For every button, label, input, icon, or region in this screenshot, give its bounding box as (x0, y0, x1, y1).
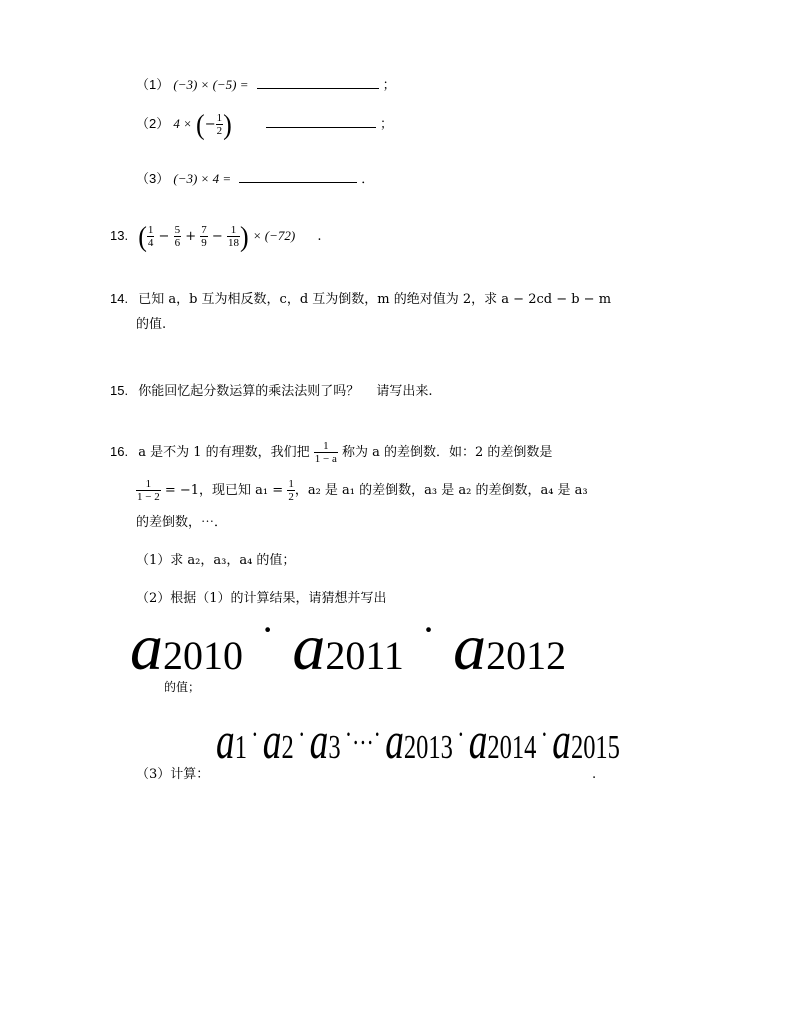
sub-item-3-label: （3） (136, 171, 170, 186)
q16-fraction-def (314, 440, 338, 465)
q16-text: = −1，现已知 a₁ = (164, 483, 284, 498)
fraction-numerator: 1 (147, 224, 154, 236)
fraction-denominator: 9 (201, 237, 207, 249)
question-13-number: 13. (110, 228, 129, 243)
q13-fraction-3 (200, 224, 208, 249)
variable-a: a (309, 713, 329, 770)
subscript: 1 (234, 729, 247, 766)
variable-a: a (216, 713, 235, 770)
variable-a: a (130, 611, 163, 684)
subscript: 3 (328, 729, 341, 766)
subscript: 2011 (325, 633, 404, 678)
fraction-denominator: 2 (216, 125, 223, 137)
dot-operator: · (261, 607, 275, 652)
q16-part-1: （1）求 a₂，a₃，a₄ 的值； (136, 553, 296, 568)
q16-text: ，a₂ 是 a₁ 的差倒数，a₃ 是 a₂ 的差倒数，a₄ 是 a₃ (294, 483, 588, 498)
question-14-line2: 的值. (136, 317, 167, 332)
left-paren: ( (196, 108, 205, 140)
q16-part-3: （3）计算： (136, 767, 210, 782)
q16-part-2: （2）根据（1）的计算结果，请猜想并写出 (136, 591, 387, 606)
right-paren: ) (239, 220, 249, 252)
operator: + (185, 229, 197, 244)
sub-item-2 (136, 108, 393, 140)
q13-fraction-1 (147, 224, 155, 249)
fraction-denominator: 6 (174, 237, 181, 249)
question-14-line1: 已知 a，b 互为相反数，c，d 互为倒数，m 的绝对值为 2，求 a − 2cd − b − m (138, 292, 612, 307)
q16-fraction-a1 (287, 478, 295, 503)
question-16-line1 (110, 440, 552, 465)
question-14-number: 14. (110, 291, 129, 306)
q13-fraction-2 (174, 224, 182, 249)
minus-sign: − (204, 117, 216, 132)
operator: − (211, 229, 223, 244)
question-13 (110, 220, 322, 252)
fraction-denominator: 1 − 2 (137, 491, 160, 503)
subscript: 2013 (403, 729, 453, 766)
subscript: 2012 (486, 633, 567, 678)
question-16-number: 16. (110, 444, 129, 459)
sub-item-2-label: （2） (136, 116, 170, 131)
q16-product-large (130, 607, 567, 686)
variable-a: a (262, 713, 282, 770)
sub-item-3-expr: (−3) × 4 = (173, 171, 232, 186)
fraction-denominator: 1 − a (314, 453, 337, 465)
sub-item-1-end: ； (382, 78, 396, 93)
subscript: 2015 (570, 729, 620, 766)
ellipsis-operator: ·…· (344, 718, 381, 751)
fraction-numerator: 1 (216, 112, 223, 124)
question-14 (110, 290, 611, 309)
subscript: 2014 (487, 729, 537, 766)
variable-a: a (552, 713, 571, 770)
dot-operator: · (298, 718, 306, 751)
dot-operator: · (421, 607, 436, 652)
sub-item-1-expr: (−3) × (−5) = (173, 77, 249, 92)
fraction-numerator: 1 (145, 478, 152, 490)
fraction-denominator: 4 (147, 237, 154, 249)
fraction-numerator: 1 (323, 440, 329, 452)
dot-operator: · (457, 718, 465, 751)
q13-tail: × (−72) (252, 228, 296, 243)
fraction-denominator: 18 (227, 237, 239, 249)
subscript: 2010 (163, 633, 243, 678)
sub-item-2-end: ； (379, 117, 393, 132)
dot-operator: · (251, 718, 259, 751)
sub-item-3-end: ． (361, 172, 375, 187)
operator: − (158, 229, 170, 244)
question-15 (110, 382, 432, 401)
variable-a: a (292, 611, 326, 684)
q16-fraction-example (136, 478, 161, 503)
question-15-text: 你能回忆起分数运算的乘法法则了吗？ 请写出来. (138, 384, 433, 399)
sub-item-2-pre: 4 × (173, 116, 192, 131)
q16-part-2-end: 的值； (164, 680, 201, 694)
q16-text: 称为 a 的差倒数．如：2 的差倒数是 (342, 445, 553, 460)
answer-blank-2[interactable] (266, 126, 376, 128)
fraction-numerator: 1 (230, 224, 237, 236)
q13-end: . (317, 229, 322, 244)
sub-item-3 (136, 170, 374, 189)
question-16-line3: 的差倒数，⋯． (136, 515, 228, 530)
variable-a: a (453, 611, 487, 684)
question-15-number: 15. (110, 383, 129, 398)
right-paren: ) (223, 108, 232, 140)
fraction-numerator: 5 (174, 224, 181, 236)
q16-part-3-end: . (592, 767, 597, 782)
question-16-line2 (136, 478, 588, 503)
q16-text: a 是不为 1 的有理数，我们把 (138, 445, 310, 460)
answer-blank-1[interactable] (257, 87, 379, 89)
q16-product-series (216, 712, 620, 771)
fraction-denominator: 2 (288, 491, 294, 503)
subscript: 2 (281, 729, 294, 766)
left-paren: ( (138, 220, 147, 252)
sub-item-1-label: （1） (136, 77, 170, 92)
fraction-half (216, 112, 224, 137)
dot-operator: · (540, 718, 548, 751)
fraction-numerator: 1 (288, 478, 294, 490)
variable-a: a (385, 713, 404, 770)
fraction-numerator: 7 (201, 224, 207, 236)
sub-item-1 (136, 76, 396, 95)
q13-fraction-4 (227, 224, 240, 249)
answer-blank-3[interactable] (239, 181, 357, 183)
variable-a: a (468, 713, 488, 770)
